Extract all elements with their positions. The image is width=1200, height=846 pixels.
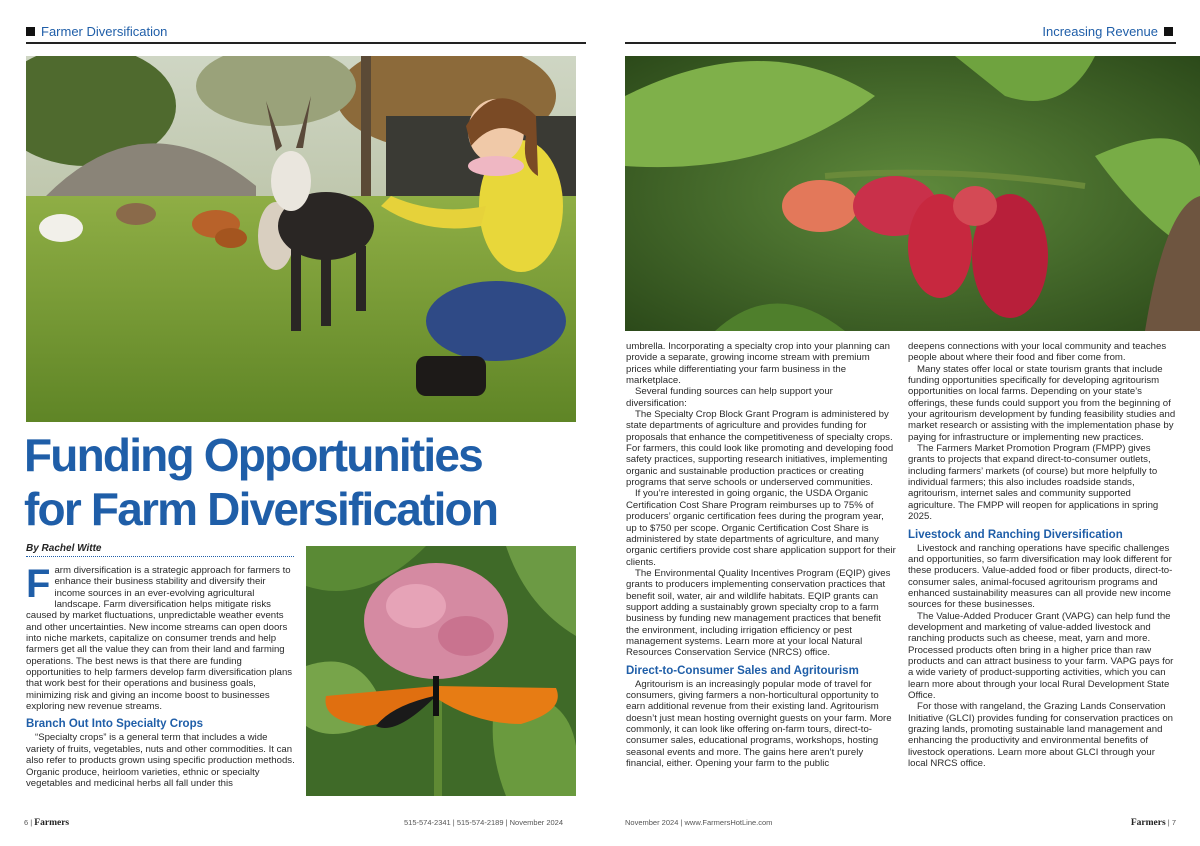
subhead-direct-to-consumer: Direct-to-Consumer Sales and Agritourism <box>626 664 859 677</box>
paragraph: The Value-Added Producer Grant (VAPG) can help fund the development and marketing of value-added livestock and ranching products such as cheese, meat, yarn and more. Processed products often bring in a higher price than raw products and can attract business to your farm. VAPG pays for a wide variety of product-supporting activities, which you can learn more about through your local Rural Development State Office. <box>908 610 1174 701</box>
paragraph: The Specialty Crop Block Grant Program is administered by state departments of agriculture and provides funding for proposals that enhance the competitiveness of specialty crops. For farmers, this could look like promoting and developing food safety practices, supporting research initiatives, implementing organic and sustainable production practices or creating programs that serve schools or underserved communities. <box>626 409 894 489</box>
intro-paragraph <box>26 562 296 713</box>
header-rule-left <box>26 42 586 44</box>
running-header-right <box>1042 24 1173 39</box>
paragraph: For those with rangeland, the Grazing Lands Conservation Initiative (GLCI) provides funding for conservation practices on grazing lands, promoting sustainable land management and enhancing the productivity and environmental benefits of livestock operations. Learn more about GLCI through your local NRCS office. <box>908 701 1174 770</box>
footer-right: Farmers | 7 <box>1130 818 1176 828</box>
black-square-icon <box>1164 27 1173 36</box>
paragraph: Many states offer local or state tourism grants that include funding opportunities specifically for developing agritourism opportunities on local farms. Depending on your state’s offerings, these funds could support you from the beginning of your agritourism development by funding feasibility studies and market research or assisting with the implementation phase by paying for infrastructure or implementing new practices. <box>908 363 1176 443</box>
article-headline <box>24 428 584 536</box>
photo-monarch-butterfly <box>306 546 576 796</box>
intro-text: arm diversification is a strategic approach for farmers to enhance their business stability and diversify their income sources in an ever-evolving agricultural landscape. Farm diversification helps mitigate risks caused by market fluctuations, unpredictable weather events and other uncertainties. New income streams can open doors into niche markets, capitalize on consumer trends and help farmers get all the value they can from their land and farming operations. The best news is that there are funding opportunities to help farmers develop farm diversification plans that work best for their operations and business goals, minimizing risk and giving an income boost to businesses exploring new revenue streams. <box>26 565 293 713</box>
footer-left: 6 | Farmers <box>24 818 70 828</box>
page-number-left: 6 <box>24 818 29 827</box>
subhead-specialty-crops: Branch Out Into Specialty Crops <box>26 718 203 731</box>
running-header-left <box>26 24 167 39</box>
column-1 <box>26 562 296 789</box>
paragraph: If you’re interested in going organic, the USDA Organic Certification Cost Share Program reimburses up to 75% of producers’ organic certification fees during the program year, up to $750 per scope. Organic Certification Cost Share is administered by state departments of agriculture, and many organic certifiers provide cost share application support for their clients. <box>626 488 896 568</box>
paragraph: deepens connections with your local community and teaches people about where their food and fiber come from. <box>908 341 1167 364</box>
column-3 <box>908 341 1176 769</box>
photo-girl-with-goats <box>26 56 576 422</box>
black-square-icon <box>26 27 35 36</box>
paragraph: umbrella. Incorporating a specialty crop into your planning can provide a separate, growing income stream with premium prices while differentiating your farm business in the marketplace. <box>626 341 890 387</box>
photo-mulberries <box>625 56 1200 331</box>
footer-right-contact: November 2024 | www.FarmersHotLine.com <box>625 818 773 827</box>
brand-logo-left: Farmers <box>34 818 70 828</box>
footer-left-contact: 515-574-2341 | 515-574-2189 | November 2024 <box>404 818 564 827</box>
byline-dotted-rule <box>26 556 294 557</box>
byline: By Rachel Witte <box>26 543 102 554</box>
section-label-left: Farmer Diversification <box>41 24 168 39</box>
section-label-right: Increasing Revenue <box>1042 24 1158 39</box>
brand-logo-right: Farmers <box>1130 818 1166 828</box>
headline-line-1: Funding Opportunities <box>24 429 482 481</box>
paragraph: Agritourism is an increasingly popular mode of travel for consumers, giving farmers a non-horticultural opportunity to earn additional revenue from their existing land. Agritourism doesn’t just mean hosting overnight guests on your farm. More commonly, it can look like offering on-farm tours, direct-to-consumer sales, educational programs, workshops, hosting seasonal events and more. The gains here aren’t purely financial, either. Opening your farm to the public <box>626 678 892 770</box>
column-2 <box>626 341 896 769</box>
paragraph: The Farmers Market Promotion Program (FMPP) gives grants to projects that expand direct-to-consumer outlets, including farmers’ markets (of course) but more helpfully to individual farmers; this also includes roadside stands, agritourism, internet sales and community supported agriculture. The FMPP will reopen for applications in spring 2025. <box>908 443 1159 523</box>
subhead-livestock: Livestock and Ranching Diversification <box>908 528 1123 541</box>
page-number-right: 7 <box>1171 818 1176 827</box>
paragraph: Livestock and ranching operations have specific challenges and opportunities, so farm diversification may look different for these producers. Value-added food or fiber products, direct-to-consumer sales, animal-focused agritourism programs and enhanced sustainability measures can all provide new income sources for these businesses. <box>908 542 1173 611</box>
paragraph: Several funding sources can help support your diversification: <box>626 386 833 409</box>
header-rule-right <box>625 42 1176 44</box>
paragraph: The Environmental Quality Incentives Program (EQIP) gives grants to producers implementing conservation practices that benefit soil, water, air and wildlife habitats. EQIP grants can support adding a sustainably grown specialty crop to a farm business by funding new management practices that benefit the environment, including irrigation efficiency or pest management systems. Learn more at your local Natural Resources Conservation Service (NRCS) office. <box>626 567 891 659</box>
drop-cap: F <box>26 562 51 606</box>
headline-line-2: for Farm Diversification <box>24 483 498 535</box>
paragraph: “Specialty crops” is a general term that includes a wide variety of fruits, vegetables, nuts and other commodities. It can also refer to products grown using specific production methods. Organic produce, heirloom varieties, ethnic or specialty vegetables and medicinal herbs all fall under this <box>26 732 295 789</box>
